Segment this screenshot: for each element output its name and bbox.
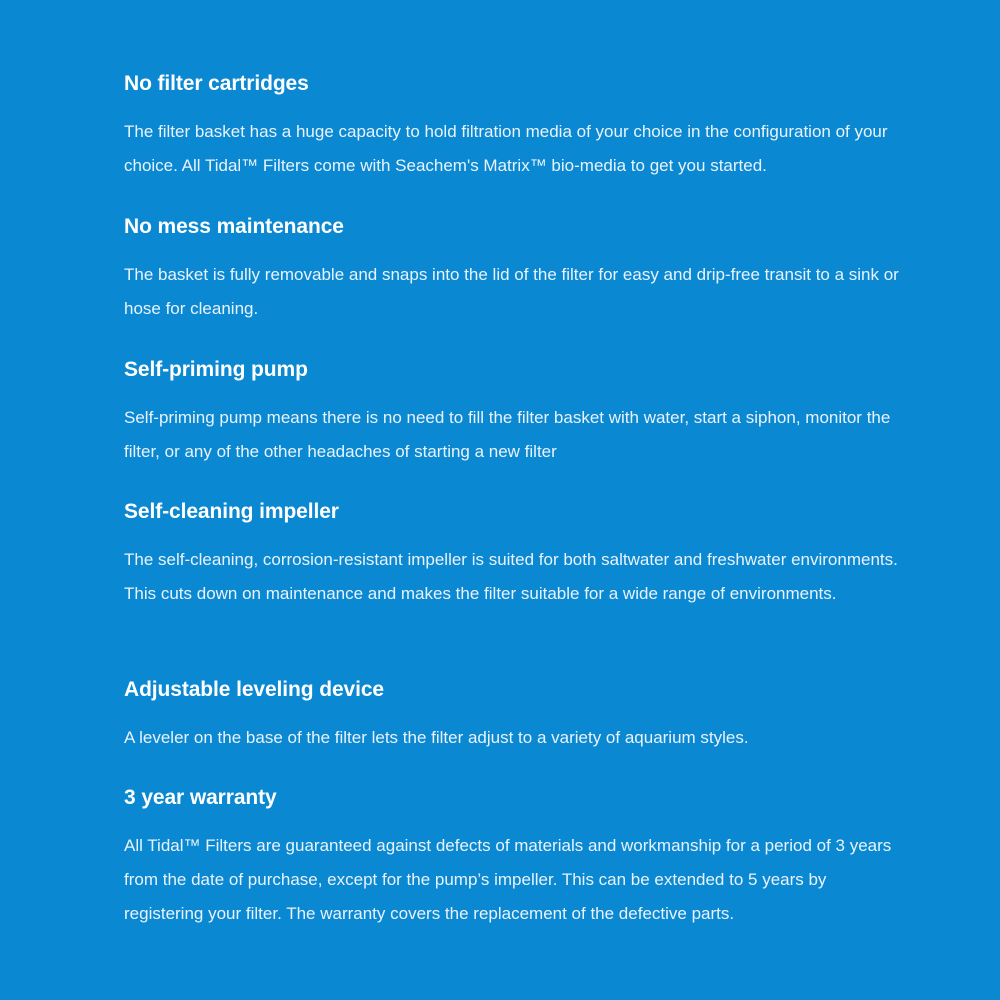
feature-no-filter-cartridges	[124, 70, 904, 183]
feature-title: No mess maintenance	[124, 215, 344, 238]
feature-title: Self-cleaning impeller	[124, 500, 339, 523]
feature-description: The self-cleaning, corrosion-resistant impeller is suited for both saltwater and freshwater environments. This cuts down on maintenance and makes the filter suitable for a wide range of environments.	[124, 550, 898, 603]
feature-title: 3 year warranty	[124, 786, 277, 809]
feature-description: All Tidal™ Filters are guaranteed against defects of materials and workmanship for a period of 3 years from the date of purchase, except for the pump’s impeller. This can be extended to 5 years by registering your filter. The warranty covers the replacement of the defective parts.	[124, 836, 892, 923]
feature-description: Self-priming pump means there is no need to fill the filter basket with water, start a siphon, monitor the filter, or any of the other headaches of starting a new filter	[124, 408, 891, 461]
feature-self-priming-pump	[124, 356, 904, 469]
feature-title: No filter cartridges	[124, 72, 309, 95]
feature-title: Self-priming pump	[124, 358, 308, 381]
feature-3-year-warranty	[124, 784, 904, 931]
feature-adjustable-leveling-device	[124, 676, 904, 755]
feature-description: A leveler on the base of the filter lets the filter adjust to a variety of aquarium styles.	[124, 728, 749, 747]
feature-description: The basket is fully removable and snaps into the lid of the filter for easy and drip-free transit to a sink or hose for cleaning.	[124, 265, 899, 318]
feature-title: Adjustable leveling device	[124, 678, 384, 701]
feature-no-mess-maintenance	[124, 213, 904, 326]
feature-self-cleaning-impeller	[124, 498, 904, 611]
feature-description: The filter basket has a huge capacity to hold filtration media of your choice in the configuration of your choice. All Tidal™ Filters come with Seachem's Matrix™ bio-media to get you started.	[124, 122, 888, 175]
